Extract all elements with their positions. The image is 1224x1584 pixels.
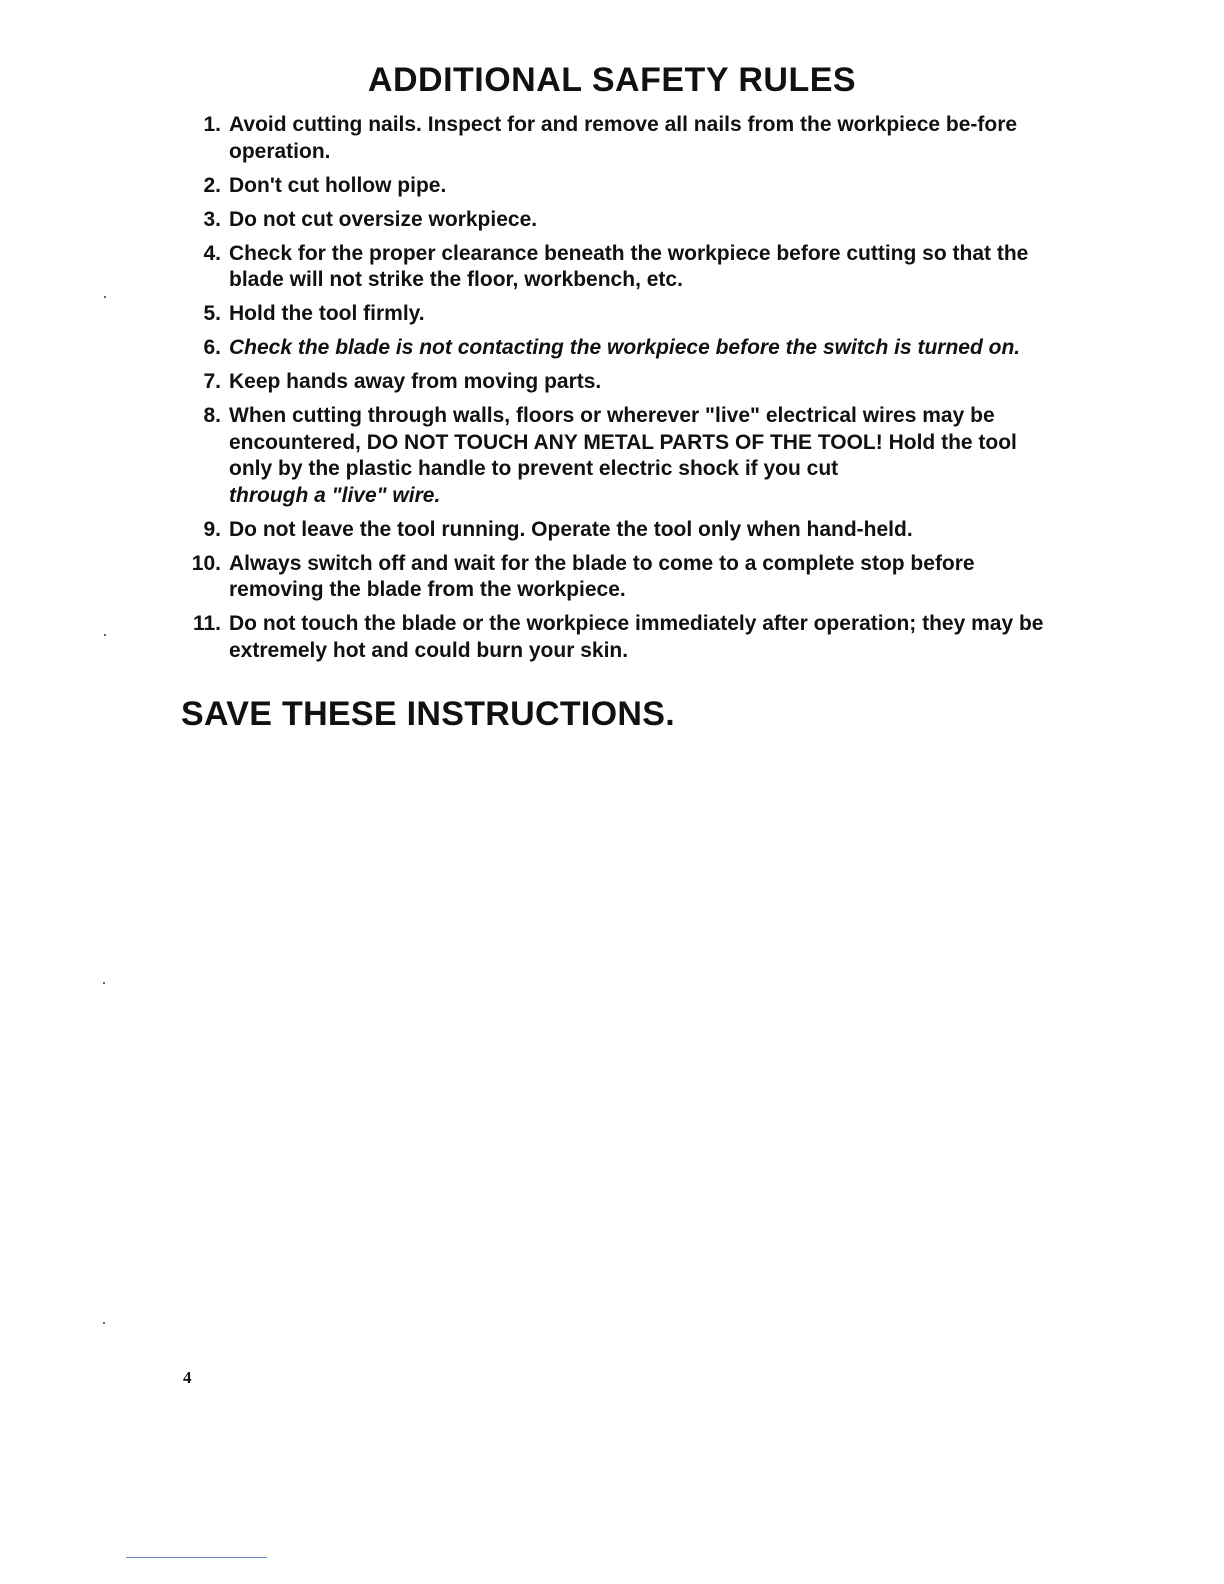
list-item	[160, 207, 1060, 234]
scan-speck	[104, 634, 106, 636]
list-item	[160, 611, 1060, 664]
rule-text: Avoid cutting nails. Inspect for and remove all nails from the workpiece be-fore operation.	[229, 113, 1018, 163]
rule-text: Check for the proper clearance beneath the workpiece before cutting so that the blade will not strike the floor, workbench, etc.	[229, 241, 1029, 291]
safety-rules-list	[160, 112, 1060, 672]
rule-number: 8.	[203, 404, 221, 427]
save-instructions-heading: SAVE THESE INSTRUCTIONS.	[181, 695, 675, 733]
rule-number: 10.	[191, 551, 221, 575]
list-item	[160, 369, 1060, 396]
rule-number: 11.	[192, 612, 221, 635]
page-title: ADDITIONAL SAFETY RULES	[367, 61, 857, 99]
rule-number: 9.	[203, 517, 221, 541]
rule-number: 3.	[203, 207, 221, 231]
rule-text-italic: through a "live" wire.	[229, 483, 441, 507]
rule-text	[229, 403, 1060, 509]
rule-number: 4.	[203, 241, 221, 265]
page-number: 4	[183, 1368, 192, 1387]
scan-speck	[104, 296, 106, 298]
list-item	[160, 551, 1060, 604]
rule-text: Keep hands away from moving parts.	[229, 370, 602, 393]
list-item	[160, 173, 1060, 200]
rule-text: Don't cut hollow pipe.	[229, 173, 447, 197]
list-item	[160, 403, 1060, 509]
rule-text: Do not leave the tool running. Operate the tool only when hand-held.	[229, 517, 913, 541]
rule-number: 6.	[203, 336, 221, 359]
scan-speck	[103, 982, 105, 984]
list-item	[160, 112, 1060, 165]
rule-number: 7.	[203, 370, 221, 393]
list-item	[160, 301, 1060, 328]
scan-speck	[103, 1322, 105, 1324]
rule-number: 2.	[203, 173, 221, 197]
list-item	[160, 517, 1060, 544]
rule-text-main: When cutting through walls, floors or wherever "live" electrical wires may be encountered, DO NOT TOUCH ANY METAL PARTS OF THE TOOL! Hold the tool only by the plastic handle to prevent electric shock if you cut	[229, 404, 1017, 480]
rule-text: Do not touch the blade or the workpiece immediately after operation; they may be extremely hot and could burn your skin.	[229, 612, 1044, 662]
list-item	[160, 241, 1060, 294]
rule-number: 1.	[203, 113, 221, 136]
rule-text: Do not cut oversize workpiece.	[229, 207, 538, 231]
rule-text: Hold the tool firmly.	[229, 302, 425, 325]
bottom-divider	[126, 1557, 267, 1558]
rule-text: Check the blade is not contacting the workpiece before the switch is turned on.	[229, 336, 1021, 359]
list-item	[160, 335, 1060, 362]
rule-text: Always switch off and wait for the blade to come to a complete stop before removing the blade from the workpiece.	[229, 551, 975, 601]
rule-number: 5.	[203, 302, 221, 325]
